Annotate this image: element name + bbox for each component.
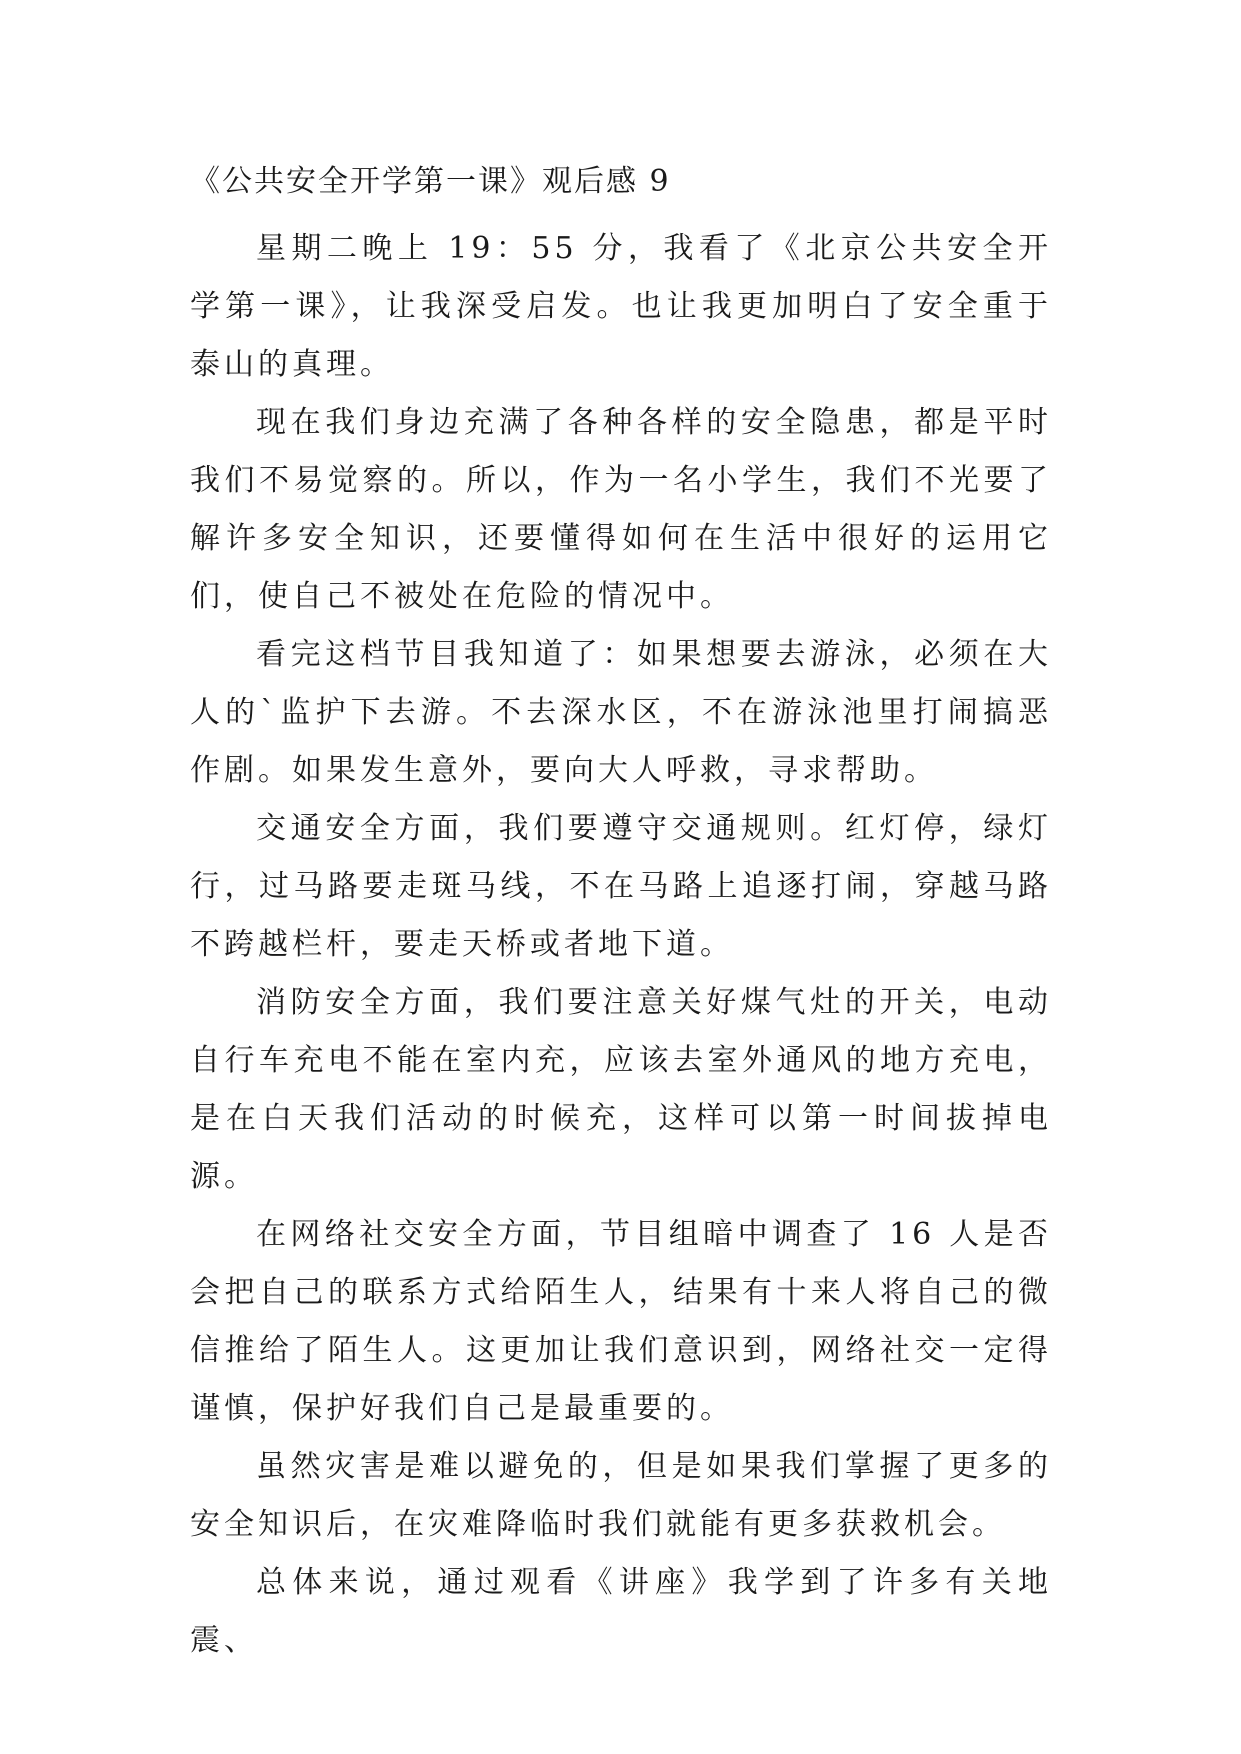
- document-body: [190, 220, 1052, 1670]
- paragraph-7: 虽然灾害是难以避免的，但是如果我们掌握了更多的安全知识后，在灾难降临时我们就能有更多获救机会。: [190, 1449, 1052, 1542]
- paragraph-1: 星期二晚上 19：55 分，我看了《北京公共安全开学第一课》，让我深受启发。也让我更加明白了安全重于泰山的真理。: [190, 231, 1052, 382]
- paragraph-8: 总体来说，通过观看《讲座》我学到了许多有关地震、: [190, 1565, 1052, 1658]
- paragraph-5: 消防安全方面，我们要注意关好煤气灶的开关，电动自行车充电不能在室内充，应该去室外通风的地方充电，是在白天我们活动的时候充，这样可以第一时间拔掉电源。: [190, 985, 1052, 1194]
- paragraph-6: 在网络社交安全方面，节目组暗中调查了 16 人是否会把自己的联系方式给陌生人，结果有十来人将自己的微信推给了陌生人。这更加让我们意识到，网络社交一定得谨慎，保护好我们自己是最重要的。: [190, 1217, 1052, 1426]
- paragraph-2: 现在我们身边充满了各种各样的安全隐患，都是平时我们不易觉察的。所以，作为一名小学生，我们不光要了解许多安全知识，还要懂得如何在生活中很好的运用它们，使自己不被处在危险的情况中。: [190, 405, 1052, 614]
- paragraph-3: 看完这档节目我知道了：如果想要去游泳，必须在大人的`监护下去游。不去深水区，不在游泳池里打闹搞恶作剧。如果发生意外，要向大人呼救，寻求帮助。: [190, 637, 1052, 788]
- document-title: 《公共安全开学第一课》观后感 9: [190, 164, 671, 199]
- paragraph-4: 交通安全方面，我们要遵守交通规则。红灯停，绿灯行，过马路要走斑马线，不在马路上追逐打闹，穿越马路不跨越栏杆，要走天桥或者地下道。: [190, 811, 1052, 962]
